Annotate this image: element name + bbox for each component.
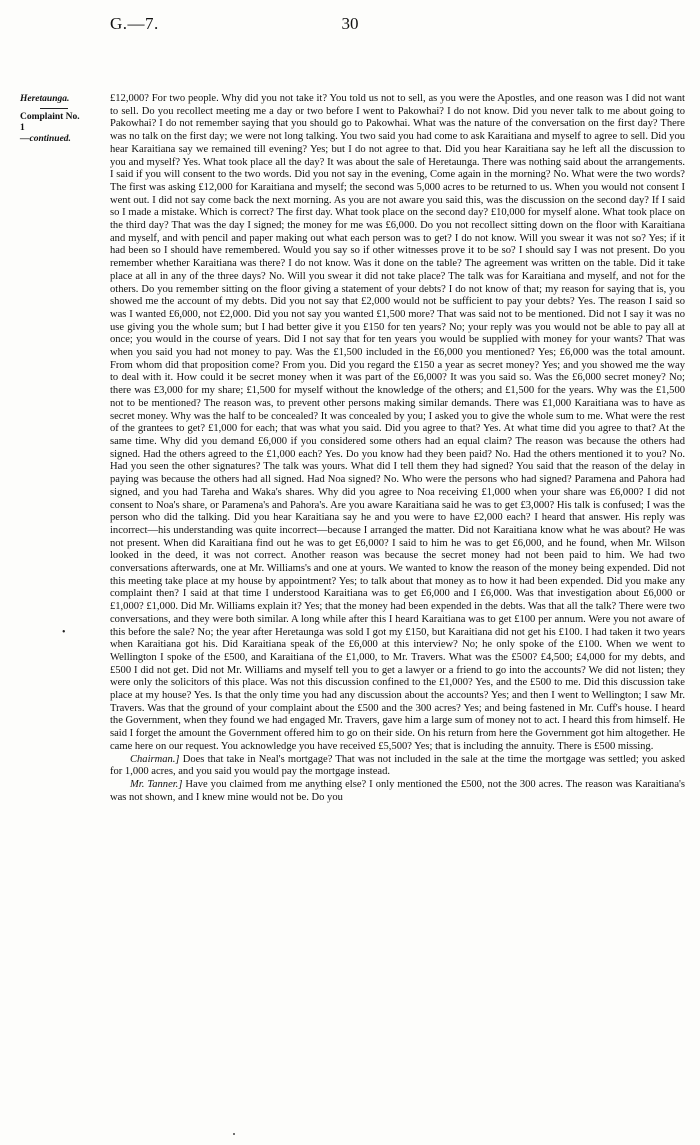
paragraph-3-text: Have you claimed from me anything else? I only mentioned the £500, not the 300 acres. The reason was Karaitiana's was not shown, and I knew mine would not be. Do you [110, 778, 686, 803]
paragraph-3 [110, 779, 685, 804]
page-speck [233, 1133, 235, 1135]
paragraph-1 [110, 93, 685, 754]
page-header [0, 14, 700, 38]
paragraph-1-text: £12,000? For two people. Why did you not take it? You told us not to sell, as you were the Apostles, and one reason was I did not want to sell. Do you recollect meeting me a day or two before I went to Pakowhai? I do not know. Did you never talk to me about going to Pakowhai? I do not remember saying that you should go to Pakowhai. What was the nature of the conversation on the first day? There was no talk on the first day; we were not long talking. You two said you had come to ask Karaitiana and myself to agree to sell. Did you hear Karaitiana say we remained till evening? Yes; but I do not agree to that. Did you hear Karaitiana say he left all the discussion to you and myself? Yes. What took place all the day? It was about the sale of Heretaunga. There was nothing said about the arrangements. I said if you will consent to the two words. Did you not say in the evening, Come again in the morning? No. What were the two words? The first was asking £12,000 for Karaitiana and myself; the second was 5,000 acres to be returned to us. When you would not consent I went out. I did not say come back the next morning. As you are not aware you said this, was the discussion on the second day? If I said so I made a mistake. Which is correct? The first day. What took place on the second day? £10,000 for myself alone. What took place on the third day? That was the day I signed; the money for me was £6,000. Do you not recollect sitting down on the floor with Karaitiana and myself, and with pencil and paper making out what each person was to get? I do not know. Will you swear it was not so? Yes; if it had been so I should have remembered. Would you say so if other witnesses prove it to be so? I should say I was not present. Do you remember whether Karaitiana was there? I do not know. Was it done on the table? The agreement was written on the table. Did it take place at all in any of the three days? No. Will you swear it did not take place? The talk was for Karaitiana and myself, and not for the others. Do you remember sitting on the floor giving a statement of your debts? I do not know of that; my reason for saying that is, you showed me the account of my debts. Did you not say that £2,000 would not be sufficient to pay your debts? Yes. The reason I said so was I wanted £6,000, not £2,000. Did you not say you wanted £1,500 more? That was said not to be mentioned. Did not I say it was no use giving you the whole sum; but I had better give it you £150 for ten years? No; your reply was you would not be able to pay all at once; you would in the course of years. Did I not say that for ten years you would be supplied with money for your wants? That was when you said you had not money to pay. Was the £1,500 included in the £6,000 you mentioned? Yes; £6,000 was the total amount. From whom did that proposition come? From you. Did you regard the £150 a year as secret money? Yes; and you showed me the way to deal with it. How could it be secret money when it was part of the £6,000? It was you said so. Was the £6,000 secret money? No; there was £3,000 for my share; £1,500 for myself without the knowledge of the others; and £1,500 for the years. Why was the £1,500 not to be mentioned? The reason was, to prevent other persons making similar demands. There was £1,000 Karaitiana was to have as secret money. Why was the half to be concealed? It was concealed by you; I asked you to give the whole sum to me. What were the rest of the grantees to get? £1,000 for each; that was what you said. Did you agree to that? Yes. At what time did you agree to that? At the same time. Why did you demand £6,000 if you considered some others had an equal claim? The reason was because the others had signed. Had the others agreed to the £1,000 each? Yes. Do you know had they been paid? No. Had the others mentioned it to you? No. Had you seen the other signatures? The talk was yours. What did I tell them they had signed? You said that the reason of the delay in paying was because the others had all signed. Had Noa signed? No. Who were the persons who had signed? Paramena and Pahora had signed, and you had Tareha and Waka's shares. Why did you agree to Noa receiving £1,000 when your share was £6,000? I did not consent to Noa's share, or Paramena's and Pahora's. Are you aware Karaitiana said he was to get £3,000? His talk is confused; I was the person who did the talking. Did you hear Karaitiana say he and you were to have £2,000 each? I heard that answer. His reply was incorrect—his understanding was quite incorrect—because I arranged the matter. Did not Karaitiana know what he was about? He was not present. When did Karaitiana find out he was to get £6,000? I said to him he was to get £6,000, and he found, when Mr. Wilson looked in the deed, it was not correct. Another reason was because the secret money had not been paid to him. We had two conversations afterwards, one at Mr. Williams's and one at yours. We wanted to know the reason of the money being expended. Did not this meeting take place at my house by appointment? Yes; to talk about that money as to how it had been expended. Did you make any complaint then? I said at that time I understood Karaitiana was to get £6,000 and I £6,000. Was that investigation about £6,000 or £1,000? £1,000. Did Mr. Williams explain it? Yes; that the money had been expended in the debts. Was that all the talk? There were two conversations, and they were both similar. A long while after this I heard Karaitiana was to get £100 per annum. Were you not aware of this before the sale? No; the year after Heretaunga was sold I got my £150, but Karaitiana did not get his £100. I had taken it two years when Karaitiana got his. Did Karaitiana speak of the £6,000 at this interview? No; he only spoke of the £100. When we went to Wellington I spoke of the £500, and Karaitiana of the £1,000, to Mr. Travers. What was the £500? £4,500; £4,000 for my debts, and £500 I did not get. Did not Mr. Williams and myself tell you to get a lawyer or a friend to go into the accounts? We did not listen; they were only the solicitors of this place. Was not this discussion confined to the £1,000? Yes, and the £500 to me. Did this discussion take place at my house? Yes. Is that the only time you had any discussion about the accounts? Yes; and then I went to Wellington; I saw Mr. Travers. Was that the ground of your complaint about the £500 and the 300 acres? Yes; and being fastened in Mr. Cuff's house. I heard the Government, when they found we had engaged Mr. Travers, gave him a large sum of money not to act. I heard this from himself. He said I forget the amount the Government offered him to go on their side. On his return from here the Government got him altogether. He came here on our request. You acknowledge you have received £5,500? Yes; that is including the annuity. There is £500 missing. [110, 93, 685, 752]
speaker-chairman: Chairman.] [130, 753, 180, 765]
margin-place: Heretaunga. [20, 94, 70, 104]
document-series: G.—7. [110, 14, 159, 33]
margin-continued: —continued. [20, 134, 71, 144]
speaker-mr-tanner: Mr. Tanner.] [130, 778, 183, 790]
paragraph-2-text: Does that take in Neal's mortgage? That was not included in the sale at the time the mortgage was settled; you asked for 1,000 acres, and you said you would pay the mortgage instead. [110, 753, 685, 778]
paragraph-2 [110, 754, 685, 779]
body-text [110, 93, 685, 804]
margin-complaint: Complaint No. 1 [20, 112, 80, 133]
page-number: 30 [341, 14, 359, 33]
margin-bullet: • [62, 627, 66, 638]
margin-rule [40, 108, 68, 109]
margin-note [20, 94, 84, 145]
